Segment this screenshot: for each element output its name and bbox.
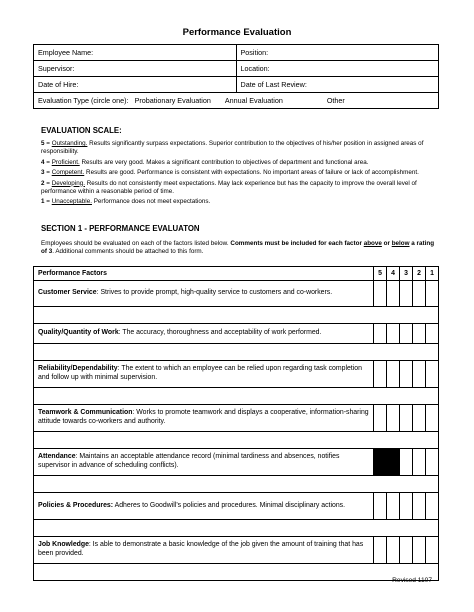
rating-cell[interactable]: [374, 537, 387, 564]
option-probationary[interactable]: Probationary Evaluation: [134, 96, 211, 105]
option-annual[interactable]: Annual Evaluation: [224, 96, 283, 105]
factor-row-customer-service: [34, 281, 439, 307]
evaluation-type-row: [34, 93, 439, 109]
rating-cell[interactable]: [413, 537, 426, 564]
factor-row-teamwork: [34, 405, 439, 432]
revision-label: Revised 1107: [392, 577, 432, 584]
option-other[interactable]: Other: [326, 96, 345, 105]
scale-item: 1 = Unacceptable. Performance does not meet expectations.: [41, 198, 211, 205]
rating-cell[interactable]: [374, 361, 387, 388]
rating-cell[interactable]: [413, 361, 426, 388]
employee-name-field[interactable]: [34, 45, 237, 61]
comment-row: [34, 307, 439, 324]
factor-row-attendance: [34, 449, 439, 476]
rating-cell[interactable]: [400, 537, 413, 564]
scale-item: 2 = Developing. Results do not consistently meet expectations. May lack experience but has the capacity to improve the overall level of performance within a reasonable period of time.: [41, 179, 417, 195]
comment-row: [34, 344, 439, 361]
comments-field[interactable]: [34, 520, 439, 537]
comment-row: [34, 476, 439, 493]
rating-cell[interactable]: [374, 493, 387, 520]
comment-row: [34, 432, 439, 449]
factors-header: Performance Factors: [34, 267, 374, 281]
performance-factors-table: [33, 266, 439, 581]
factor-label: Policies & Procedures: Adheres to Goodwill’s policies and procedures. Minimal disciplinary actions.: [34, 493, 374, 520]
employee-name-label: Employee Name:: [38, 48, 94, 57]
comment-row: [34, 388, 439, 405]
scale-item: 4 = Proficient. Results are very good. Makes a significant contribution to objectives of department and functional area.: [41, 158, 369, 166]
date-of-hire-label: Date of Hire:: [38, 80, 79, 89]
rating-cell[interactable]: [413, 405, 426, 432]
rating-cell[interactable]: [387, 281, 400, 307]
rating-3-header: 3: [400, 267, 413, 281]
factor-label: Quality/Quantity of Work: The accuracy, thoroughness and acceptability of work performed.: [34, 324, 374, 344]
location-field[interactable]: [236, 61, 439, 77]
date-last-review-field[interactable]: [236, 77, 439, 93]
comments-field[interactable]: [34, 564, 439, 581]
rating-cell[interactable]: [400, 493, 413, 520]
scale-item: 5 = Outstanding. Results significantly surpass expectations. Superior contribution to the objectives of his/her position in assigned areas of responsibility.: [41, 140, 424, 155]
comment-row: [34, 564, 439, 581]
position-field[interactable]: [236, 45, 439, 61]
rating-cell[interactable]: [426, 281, 439, 307]
evaluation-scale-list: [41, 140, 441, 209]
rating-cell[interactable]: [400, 361, 413, 388]
comments-field[interactable]: [34, 344, 439, 361]
rating-cell[interactable]: [374, 405, 387, 432]
date-of-hire-field[interactable]: [34, 77, 237, 93]
employee-info-table: [33, 44, 439, 109]
rating-4-header: 4: [387, 267, 400, 281]
rating-cell[interactable]: [426, 361, 439, 388]
rating-cell[interactable]: [387, 324, 400, 344]
section1-heading: SECTION 1 - PERFORMANCE EVALUATON: [41, 224, 200, 233]
date-last-review-label: Date of Last Review:: [240, 80, 307, 89]
rating-cell[interactable]: [374, 324, 387, 344]
form-title: Performance Evaluation: [182, 27, 292, 38]
rating-cell[interactable]: [413, 493, 426, 520]
comments-field[interactable]: [34, 476, 439, 493]
rating-cell[interactable]: [400, 449, 413, 476]
section1-intro: Employees should be evaluated on each of the factors listed below. Comments must be included for each factor above or below a rating of 3. Additional comments should be attached to this form.: [41, 240, 435, 256]
rating-cell[interactable]: [426, 449, 439, 476]
factor-label: Attendance: Maintains an acceptable attendance record (minimal tardiness and absences, notifies supervisor in advance of scheduling conflicts).: [34, 449, 374, 476]
rating-cell[interactable]: [387, 493, 400, 520]
rating-1-header: 1: [426, 267, 439, 281]
supervisor-label: Supervisor:: [38, 64, 75, 73]
rating-cell[interactable]: [387, 537, 400, 564]
rating-cell[interactable]: [426, 324, 439, 344]
rating-cell[interactable]: [400, 281, 413, 307]
scale-item: 3 = Competent. Results are good. Performance is consistent with expectations. No important areas of failure or lack of accomplishment.: [41, 169, 419, 176]
rating-cell[interactable]: [387, 361, 400, 388]
rating-cell[interactable]: [413, 324, 426, 344]
rating-cell[interactable]: [426, 405, 439, 432]
factor-row-reliability: [34, 361, 439, 388]
rating-cell[interactable]: [387, 449, 400, 476]
rating-cell[interactable]: [374, 449, 387, 476]
rating-5-header: 5: [374, 267, 387, 281]
rating-cell[interactable]: [426, 493, 439, 520]
evaluation-type-label: Evaluation Type (circle one):: [38, 96, 129, 105]
factor-label: Reliability/Dependability: The extent to which an employee can be relied upon regarding task completion and follow up with minimal supervision.: [34, 361, 374, 388]
table-header-row: [34, 267, 439, 281]
rating-cell[interactable]: [374, 281, 387, 307]
rating-cell[interactable]: [400, 405, 413, 432]
rating-cell[interactable]: [413, 281, 426, 307]
factor-label: Job Knowledge: Is able to demonstrate a basic knowledge of the job given the amount of training that has been provided.: [34, 537, 374, 564]
comments-field[interactable]: [34, 307, 439, 324]
comments-field[interactable]: [34, 432, 439, 449]
rating-cell[interactable]: [413, 449, 426, 476]
supervisor-field[interactable]: [34, 61, 237, 77]
rating-2-header: 2: [413, 267, 426, 281]
rating-cell[interactable]: [426, 537, 439, 564]
comments-field[interactable]: [34, 388, 439, 405]
factor-row-policies: [34, 493, 439, 520]
comment-row: [34, 520, 439, 537]
rating-cell[interactable]: [400, 324, 413, 344]
rating-cell[interactable]: [387, 405, 400, 432]
factor-label: Teamwork & Communication: Works to promote teamwork and displays a cooperative, information-sharing attitude towards co-workers and authority.: [34, 405, 374, 432]
factor-row-quality-quantity: [34, 324, 439, 344]
position-label: Position:: [240, 48, 269, 57]
location-label: Location:: [240, 64, 270, 73]
factor-row-job-knowledge: [34, 537, 439, 564]
factor-label: Customer Service: Strives to provide prompt, high-quality service to customers and co-workers.: [34, 281, 374, 307]
evaluation-scale-heading: EVALUATION SCALE:: [41, 126, 122, 135]
